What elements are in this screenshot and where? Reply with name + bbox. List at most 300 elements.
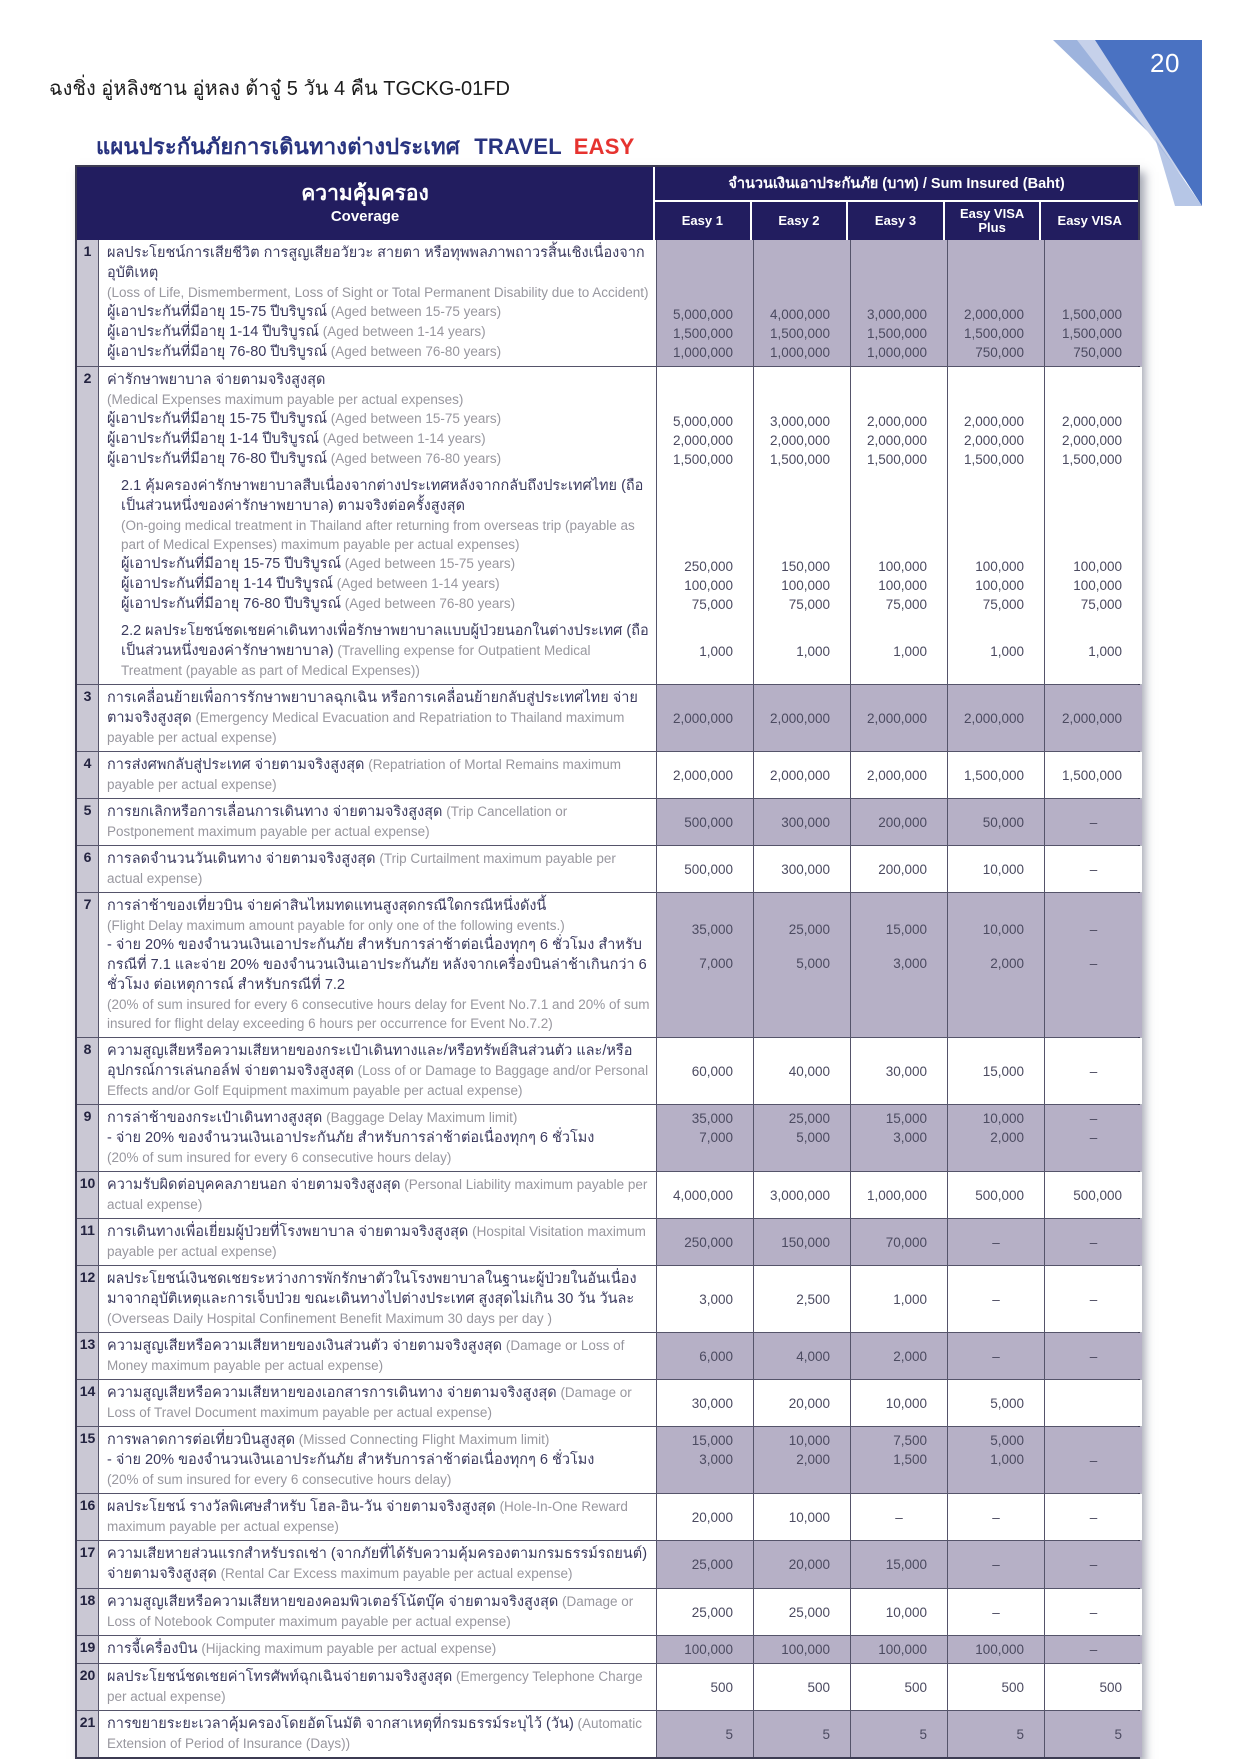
- value-line: 20,000: [788, 1395, 830, 1411]
- value-line: 1,000,000: [672, 345, 733, 360]
- value-cell: [657, 367, 754, 473]
- coverage-text-thai: การลดจำนวนวันเดินทาง จ่ายตามจริงสูงสุด: [107, 851, 376, 867]
- value-line: 5,000: [990, 1395, 1024, 1411]
- value-line: 1,500: [893, 1452, 927, 1467]
- coverage-cell: [99, 1711, 657, 1757]
- value-line: 300,000: [781, 861, 830, 877]
- coverage-text-english: (Personal Liability maximum payable per actual expense): [107, 1177, 648, 1212]
- coverage-line: [107, 802, 650, 841]
- value-line: –: [1089, 1348, 1098, 1364]
- table-row: [77, 366, 1138, 473]
- coverage-text-english: (Overseas Daily Hospital Confinement Benefit Maximum 30 days per day ): [107, 1311, 552, 1326]
- value-cell: [948, 893, 1045, 1037]
- value-line: 1,500,000: [963, 767, 1024, 783]
- value-cell: [1045, 1541, 1142, 1588]
- coverage-text-thai: - จ่าย 20% ของจำนวนเงินเอาประกันภัย สำหรับการล่าช้าต่อเนื่องทุกๆ 6 ชั่วโมง: [107, 1130, 595, 1146]
- value-line: 2,000,000: [672, 767, 733, 783]
- coverage-text-english: (Emergency Telephone Charge per actual expense): [107, 1669, 643, 1704]
- value-line: –: [1089, 1234, 1098, 1250]
- value-cell: [657, 893, 754, 1037]
- value-cell: [754, 1427, 851, 1493]
- sum-insured-header-group: [655, 167, 1138, 240]
- value-line: 75,000: [885, 597, 927, 612]
- coverage-text-thai: ผู้เอาประกันที่มีอายุ 1-14 ปีบริบูรณ์: [121, 576, 333, 592]
- coverage-line: [107, 1450, 650, 1470]
- row-number-cell: [77, 618, 99, 684]
- coverage-cell: [99, 685, 657, 751]
- value-cell: [851, 1636, 948, 1663]
- value-line: 100,000: [781, 1642, 830, 1657]
- coverage-text-english: (Damage or Loss of Travel Document maximum payable per actual expense): [107, 1385, 632, 1420]
- plan-title: [96, 129, 634, 164]
- row-number-cell: 18: [77, 1589, 99, 1635]
- value-line: 2,000,000: [1061, 433, 1122, 448]
- value-line: 4,000,000: [769, 307, 830, 322]
- value-cell: [1045, 1266, 1142, 1332]
- value-line: –: [895, 1509, 903, 1525]
- plan-title-travel: TRAVEL: [474, 134, 562, 159]
- row-number-cell: [77, 473, 99, 618]
- row-number-cell: 14: [77, 1380, 99, 1426]
- value-cell: [754, 618, 851, 684]
- value-cell: [657, 618, 754, 684]
- value-line: 3,000,000: [769, 414, 830, 429]
- value-line: 1,000,000: [866, 345, 927, 360]
- value-cell: [754, 1266, 851, 1332]
- coverage-text-english: (20% of sum insured for every 6 consecutive hours delay): [107, 1472, 452, 1487]
- row-number-cell: 8: [77, 1038, 99, 1104]
- table-row: [77, 1493, 1138, 1540]
- value-line: 3,000: [893, 956, 927, 971]
- coverage-text-english: (Flight Delay maximum amount payable for only one of the following events.): [107, 918, 565, 933]
- value-cell: [657, 1105, 754, 1171]
- value-cell: [754, 1105, 851, 1171]
- value-line: 35,000: [691, 922, 733, 937]
- value-cell: [657, 685, 754, 751]
- coverage-line: [107, 409, 650, 429]
- value-line: –: [992, 1348, 1000, 1364]
- value-line: 100,000: [684, 578, 733, 593]
- value-cell: [657, 1636, 754, 1663]
- value-line: 15,000: [982, 1063, 1024, 1079]
- coverage-cell: [99, 618, 657, 684]
- value-line: 100,000: [1073, 559, 1122, 574]
- value-cell: [657, 1333, 754, 1379]
- value-line: 1,000: [699, 643, 733, 659]
- row-number-cell: 20: [77, 1664, 99, 1710]
- value-line: 1,500,000: [963, 452, 1024, 467]
- value-cell: [1045, 685, 1142, 751]
- coverage-text-english: (Emergency Medical Evacuation and Repatriation to Thailand maximum payable per actual expense): [107, 710, 625, 745]
- value-cell: [754, 752, 851, 798]
- row-number-cell: 17: [77, 1541, 99, 1588]
- coverage-text-english: (Loss of Life, Dismemberment, Loss of Sight or Total Permanent Disability due to Accident): [107, 285, 649, 300]
- table-row: [77, 1037, 1138, 1104]
- plan-column-header: Easy VISA Plus: [945, 202, 1042, 240]
- value-cell: [754, 240, 851, 366]
- sum-insured-header: จำนวนเงินเอาประกันภัย (บาท) / Sum Insured (Baht): [655, 167, 1138, 202]
- value-line: 1,500,000: [866, 452, 927, 467]
- value-cell: [1045, 1219, 1142, 1265]
- value-line: 3,000,000: [769, 1187, 830, 1203]
- value-line: –: [1089, 922, 1098, 937]
- coverage-line: [107, 688, 650, 747]
- value-cell: [948, 1664, 1045, 1710]
- coverage-line: [107, 302, 650, 322]
- coverage-cell: [99, 1219, 657, 1265]
- value-line: 100,000: [781, 578, 830, 593]
- coverage-text-thai: การล่าช้าของเที่ยวบิน จ่ายค่าสินไหมทดแทนสูงสุดกรณีใดกรณีหนึ่งดังนี้: [107, 898, 547, 914]
- coverage-text-thai: ผู้เอาประกันที่มีอายุ 15-75 ปีบริบูรณ์: [121, 556, 342, 572]
- row-number-cell: 16: [77, 1494, 99, 1540]
- value-line: –: [1089, 1642, 1098, 1657]
- value-cell: [657, 846, 754, 892]
- value-line: 5,000: [796, 956, 830, 971]
- value-line: 1,000,000: [866, 1187, 927, 1203]
- value-line: 500: [1099, 1679, 1122, 1695]
- value-cell: [948, 799, 1045, 845]
- value-cell: [1045, 1711, 1142, 1757]
- coverage-text-thai: ผู้เอาประกันที่มีอายุ 76-80 ปีบริบูรณ์: [121, 596, 342, 612]
- plan-column-header: Easy 2: [752, 202, 849, 240]
- value-line: –: [1089, 956, 1098, 971]
- coverage-text-english: (Automatic Extension of Period of Insurance (Days)): [107, 1716, 643, 1751]
- value-line: 5,000,000: [672, 414, 733, 429]
- value-line: 2,000,000: [1061, 414, 1122, 429]
- value-cell: [948, 752, 1045, 798]
- value-line: –: [992, 1291, 1000, 1307]
- row-number-cell: 9: [77, 1105, 99, 1171]
- value-cell: [948, 367, 1045, 473]
- coverage-line: [107, 935, 650, 995]
- value-cell: [851, 1333, 948, 1379]
- table-row: [77, 798, 1138, 845]
- coverage-line: [107, 322, 650, 342]
- value-line: 4,000: [796, 1348, 830, 1364]
- value-line: 2,000: [990, 1130, 1024, 1145]
- coverage-line: [121, 554, 650, 574]
- table-row: [77, 1379, 1138, 1426]
- value-line: 2,500: [796, 1291, 830, 1307]
- value-line: 100,000: [1073, 578, 1122, 593]
- value-line: 7,000: [699, 956, 733, 971]
- coverage-text-thai: - จ่าย 20% ของจำนวนเงินเอาประกันภัย สำหรับการล่าช้าต่อเนื่องทุกๆ 6 ชั่วโมง: [107, 1452, 595, 1468]
- value-cell: [851, 1380, 948, 1426]
- coverage-cell: [99, 1038, 657, 1104]
- coverage-text-english: (Trip Curtailment maximum payable per actual expense): [107, 851, 616, 886]
- value-cell: [657, 752, 754, 798]
- value-cell: [851, 846, 948, 892]
- coverage-cell: [99, 752, 657, 798]
- coverage-text-english: (Loss of or Damage to Baggage and/or Personal Effects and/or Golf Equipment maximum payable per actual expense): [107, 1063, 649, 1098]
- value-cell: [657, 240, 754, 366]
- value-line: 2,000,000: [963, 433, 1024, 448]
- value-cell: [851, 1038, 948, 1104]
- value-cell: [948, 1266, 1045, 1332]
- value-line: 1,500,000: [1061, 326, 1122, 341]
- value-line: 10,000: [788, 1433, 830, 1448]
- value-line: 75,000: [788, 597, 830, 612]
- value-cell: [948, 1219, 1045, 1265]
- table-row: [77, 1426, 1138, 1493]
- coverage-text-thai: ค่ารักษาพยาบาล จ่ายตามจริงสูงสุด: [107, 372, 326, 388]
- row-number-cell: 2: [77, 367, 99, 473]
- value-line: 2,000,000: [866, 433, 927, 448]
- coverage-text-thai: ผลประโยชน์ชดเชยค่าโทรศัพท์ฉุกเฉินจ่ายตามจริงสูงสุด: [107, 1669, 453, 1685]
- coverage-text-english: (Repatriation of Mortal Remains maximum payable per actual expense): [107, 757, 622, 792]
- value-line: –: [1089, 1130, 1098, 1145]
- value-line: 25,000: [788, 922, 830, 937]
- value-line: 10,000: [982, 861, 1024, 877]
- coverage-line: [107, 283, 650, 302]
- coverage-text-english: (Travelling expense for Outpatient Medical Treatment (payable as part of Medical Expenses)): [121, 643, 591, 678]
- coverage-text-thai: ผลประโยชน์เงินชดเชยระหว่างการพักรักษาตัวในโรงพยาบาลในฐานะผู้ป่วยในอันเนื่องมาจากอุบัติเหตุและการเจ็บป่วย ขณะเดินทางไปต่างประเทศ สูงสุดไม่เกิน 30 วัน วันละ: [107, 1271, 637, 1307]
- value-line: 500,000: [1073, 1187, 1122, 1203]
- value-line: 25,000: [788, 1604, 830, 1620]
- coverage-line: [107, 755, 650, 794]
- value-cell: [948, 1380, 1045, 1426]
- coverage-cell: [99, 1494, 657, 1540]
- coverage-text-english: (Rental Car Excess maximum payable per actual expense): [216, 1566, 573, 1581]
- value-line: 1,500,000: [1061, 452, 1122, 467]
- coverage-line: [107, 1148, 650, 1167]
- plan-column-header: Easy 1: [655, 202, 752, 240]
- value-cell: [851, 799, 948, 845]
- value-cell: [657, 1589, 754, 1635]
- value-line: 35,000: [691, 1111, 733, 1126]
- value-cell: [657, 1172, 754, 1218]
- value-line: 5: [725, 1726, 733, 1742]
- value-cell: [754, 799, 851, 845]
- coverage-line: [107, 390, 650, 409]
- coverage-text-english: (Medical Expenses maximum payable per actual expenses): [107, 392, 464, 407]
- value-line: –: [992, 1557, 1000, 1572]
- value-line: 100,000: [878, 578, 927, 593]
- value-line: 20,000: [788, 1557, 830, 1572]
- value-line: 2,000,000: [1061, 710, 1122, 726]
- coverage-line: [121, 594, 650, 614]
- value-line: 2,000,000: [866, 767, 927, 783]
- coverage-text-thai: ผลประโยชน์ รางวัลพิเศษสำหรับ โฮล-อิน-วัน จ่ายตามจริงสูงสุด: [107, 1499, 496, 1515]
- coverage-line: [107, 1592, 650, 1631]
- table-row: [77, 473, 1138, 618]
- value-cell: [1045, 752, 1142, 798]
- value-cell: [754, 1333, 851, 1379]
- value-cell: [851, 1494, 948, 1540]
- value-line: 1,500,000: [769, 326, 830, 341]
- value-cell: [754, 1219, 851, 1265]
- plan-column-header: Easy VISA: [1057, 213, 1122, 228]
- value-cell: [1045, 1427, 1142, 1493]
- value-line: 1,000,000: [769, 345, 830, 360]
- value-line: 5: [1114, 1726, 1122, 1742]
- value-cell: [851, 1219, 948, 1265]
- value-line: 4,000,000: [672, 1187, 733, 1203]
- coverage-cell: [99, 1427, 657, 1493]
- coverage-text-english: (Hospital Visitation maximum payable per actual expense): [107, 1224, 646, 1259]
- coverage-line: [107, 1383, 650, 1422]
- value-line: –: [992, 1234, 1000, 1250]
- coverage-line: [107, 370, 650, 390]
- value-cell: [657, 473, 754, 618]
- coverage-text-english: (Aged between 15-75 years): [327, 411, 502, 426]
- value-line: –: [992, 1509, 1000, 1525]
- value-line: 300,000: [781, 814, 830, 830]
- value-line: –: [1089, 1557, 1098, 1572]
- value-line: 15,000: [691, 1433, 733, 1448]
- coverage-text-english: (Aged between 15-75 years): [327, 304, 502, 319]
- coverage-text-thai: การยกเลิกหรือการเลื่อนการเดินทาง จ่ายตามจริงสูงสุด: [107, 804, 443, 820]
- value-line: 3,000,000: [866, 307, 927, 322]
- value-line: 60,000: [691, 1063, 733, 1079]
- coverage-text-thai: ผู้เอาประกันที่มีอายุ 76-80 ปีบริบูรณ์: [107, 344, 328, 360]
- table-row: [77, 1332, 1138, 1379]
- coverage-text-thai: - จ่าย 20% ของจำนวนเงินเอาประกันภัย สำหรับการล่าช้าต่อเนื่องทุกๆ 6 ชั่วโมง สำหรับกรณีที่ 7.1 และจ่าย 20% ของจำนวนเงินเอาประกันภัย หลังจากเครื่องบินล่าช้าเกินกว่า 6 ชั่วโมง ต่อเหตุการณ์ สำหรับกรณีที่ 7.2: [107, 937, 647, 993]
- value-cell: [948, 1105, 1045, 1171]
- coverage-line: [107, 1222, 650, 1261]
- value-cell: [851, 618, 948, 684]
- value-line: 1,500,000: [866, 326, 927, 341]
- table-row: [77, 1588, 1138, 1635]
- value-cell: [1045, 1380, 1142, 1426]
- coverage-text-thai: ความสูญเสียหรือความเสียหายของเงินส่วนตัว จ่ายตามจริงสูงสุด: [107, 1338, 503, 1354]
- value-cell: [948, 1636, 1045, 1663]
- table-row: [77, 618, 1138, 684]
- value-cell: [1045, 846, 1142, 892]
- value-cell: [851, 1589, 948, 1635]
- row-number-cell: 5: [77, 799, 99, 845]
- value-line: 75,000: [982, 597, 1024, 612]
- value-cell: [1045, 1494, 1142, 1540]
- value-cell: [948, 1589, 1045, 1635]
- coverage-cell: [99, 893, 657, 1037]
- coverage-text-thai: 2.2 ผลประโยชน์ชดเชยค่าเดินทางเพื่อรักษาพยาบาลแบบผู้ป่วยนอกในต่างประเทศ (ถือเป็นส่วนหนึ่งของค่ารักษาพยาบาล): [121, 623, 649, 659]
- value-cell: [851, 1172, 948, 1218]
- value-line: 1,000: [990, 1452, 1024, 1467]
- value-cell: [851, 893, 948, 1037]
- value-cell: [851, 1541, 948, 1588]
- value-line: 10,000: [982, 1111, 1024, 1126]
- value-line: 750,000: [1073, 345, 1122, 360]
- table-row: [77, 684, 1138, 751]
- table-row: [77, 845, 1138, 892]
- coverage-line: [107, 429, 650, 449]
- value-line: 75,000: [1080, 597, 1122, 612]
- coverage-text-thai: ผลประโยชน์การเสียชีวิต การสูญเสียอวัยวะ สายตา หรือทุพพลภาพถาวรสิ้นเชิงเนื่องจากอุบัติเหตุ: [107, 245, 645, 281]
- value-line: 5: [1016, 1726, 1024, 1742]
- value-cell: [948, 1494, 1045, 1540]
- value-line: 30,000: [691, 1395, 733, 1411]
- coverage-text-thai: การเคลื่อนย้ายเพื่อการรักษาพยาบาลฉุกเฉิน หรือการเคลื่อนย้ายกลับสู่ประเทศไทย จ่ายตามจริงสูงสุด: [107, 690, 638, 726]
- value-line: 10,000: [788, 1509, 830, 1525]
- table-row: [77, 1218, 1138, 1265]
- value-line: 500: [904, 1679, 927, 1695]
- value-line: 1,500,000: [963, 326, 1024, 341]
- value-line: 200,000: [878, 861, 927, 877]
- coverage-line: [107, 1175, 650, 1214]
- value-cell: [948, 473, 1045, 618]
- coverage-text-english: (Trip Cancellation or Postponement maximum payable per actual expense): [107, 804, 568, 839]
- coverage-line: [107, 1497, 650, 1536]
- table-row: [77, 240, 1138, 366]
- value-cell: [754, 1636, 851, 1663]
- value-cell: [754, 1038, 851, 1104]
- value-line: –: [1089, 814, 1098, 830]
- value-cell: [948, 846, 1045, 892]
- value-cell: [851, 685, 948, 751]
- value-line: 30,000: [885, 1063, 927, 1079]
- value-line: 1,500,000: [1061, 307, 1122, 322]
- table-row: [77, 751, 1138, 798]
- value-cell: [1045, 240, 1142, 366]
- value-line: 3,000: [699, 1291, 733, 1307]
- row-number-cell: 12: [77, 1266, 99, 1332]
- coverage-cell: [99, 240, 657, 366]
- value-line: 2,000: [990, 956, 1024, 971]
- value-cell: [851, 1711, 948, 1757]
- value-line: 5,000,000: [672, 307, 733, 322]
- value-line: 1,500,000: [672, 452, 733, 467]
- value-line: –: [1089, 1604, 1098, 1620]
- value-line: –: [1089, 1111, 1098, 1126]
- coverage-text-english: (On-going medical treatment in Thailand after returning from overseas trip (payable as part of Medical Expenses) maximum payable per actual expenses): [121, 518, 635, 552]
- coverage-text-thai: ความสูญเสียหรือความเสียหายของกระเป๋าเดินทางและ/หรือทรัพย์สินส่วนตัว และ/หรืออุปกรณ์การเล่นกอล์ฟ จ่ายตามจริงสูงสุด: [107, 1043, 633, 1079]
- coverage-line: [107, 1714, 650, 1753]
- value-line: 500: [1001, 1679, 1024, 1695]
- row-number-cell: 21: [77, 1711, 99, 1757]
- coverage-text-english: (Aged between 1-14 years): [318, 324, 486, 339]
- value-line: 2,000,000: [866, 710, 927, 726]
- value-cell: [1045, 1664, 1142, 1710]
- value-line: 3,000: [699, 1452, 733, 1467]
- row-number-cell: 3: [77, 685, 99, 751]
- coverage-text-english: (Aged between 1-14 years): [332, 576, 500, 591]
- value-line: 1,000: [1088, 643, 1122, 659]
- coverage-table-body: [77, 240, 1138, 1757]
- value-line: 5: [822, 1726, 830, 1742]
- value-line: 1,000: [893, 643, 927, 659]
- value-line: 150,000: [781, 1234, 830, 1250]
- coverage-text-thai: ผู้เอาประกันที่มีอายุ 15-75 ปีบริบูรณ์: [107, 411, 328, 427]
- value-line: 15,000: [885, 922, 927, 937]
- value-line: 500,000: [684, 814, 733, 830]
- value-line: 750,000: [975, 345, 1024, 360]
- value-cell: [754, 1380, 851, 1426]
- coverage-text-english: (Damage or Loss of Notebook Computer maximum payable per actual expense): [107, 1594, 634, 1629]
- value-cell: [754, 846, 851, 892]
- value-line: 10,000: [885, 1604, 927, 1620]
- value-cell: [1045, 1038, 1142, 1104]
- value-cell: [1045, 473, 1142, 618]
- value-cell: [851, 1266, 948, 1332]
- coverage-text-english: (Aged between 76-80 years): [327, 451, 502, 466]
- value-cell: [851, 1664, 948, 1710]
- value-cell: [948, 685, 1045, 751]
- value-line: 150,000: [781, 559, 830, 574]
- table-row: [77, 892, 1138, 1037]
- value-line: –: [1089, 1291, 1098, 1307]
- coverage-text-thai: ความสูญเสียหรือความเสียหายของคอมพิวเตอร์โน้ตบุ๊ค จ่ายตามจริงสูงสุด: [107, 1594, 559, 1610]
- coverage-line: [107, 1108, 650, 1128]
- value-line: 2,000,000: [769, 767, 830, 783]
- coverage-cell: [99, 1541, 657, 1588]
- coverage-text-english: (Aged between 15-75 years): [341, 556, 516, 571]
- value-cell: [851, 1105, 948, 1171]
- coverage-text-thai: การส่งศพกลับสู่ประเทศ จ่ายตามจริงสูงสุด: [107, 757, 365, 773]
- coverage-text-english: (20% of sum insured for every 6 consecutive hours delay for Event No.7.1 and 20% of sum insured for flight delay exceeding 6 hours per occurrence for Event No.7.2): [107, 997, 650, 1031]
- value-line: 5: [919, 1726, 927, 1742]
- value-line: 50,000: [982, 814, 1024, 830]
